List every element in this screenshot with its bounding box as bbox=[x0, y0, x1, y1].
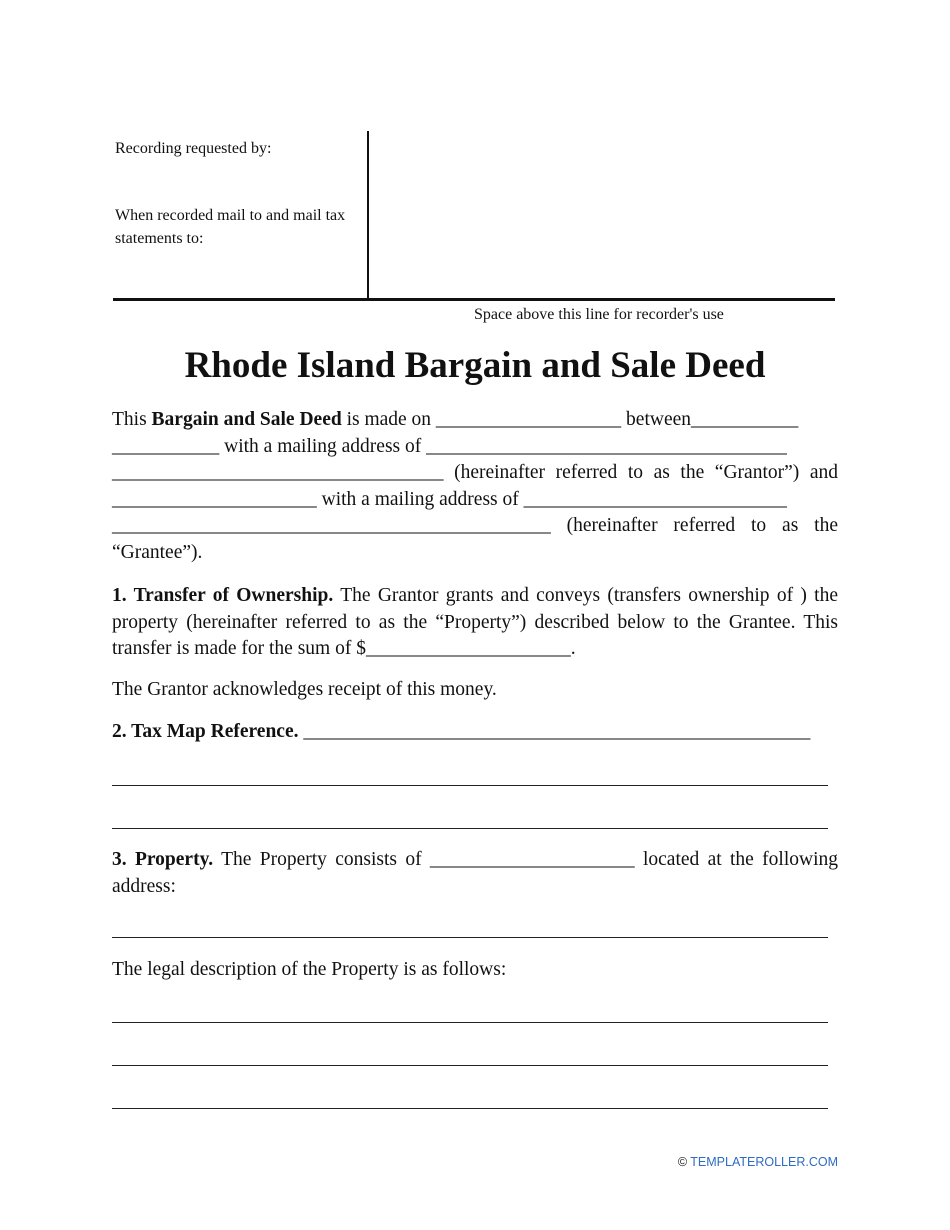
section-2-heading: 2. Tax Map Reference. bbox=[112, 721, 299, 742]
recorder-box-divider bbox=[367, 131, 369, 300]
acknowledgement-text: The Grantor acknowledges receipt of this money. bbox=[112, 679, 497, 700]
deed-name: Bargain and Sale Deed bbox=[151, 409, 342, 430]
intro-line-6: “Grantee”). bbox=[112, 541, 203, 563]
legal-description-label: The legal description of the Property is as follows: bbox=[112, 959, 507, 980]
legal-description-blank-line bbox=[112, 1065, 828, 1066]
section-transfer-of-ownership bbox=[112, 583, 838, 663]
brand-link[interactable]: TEMPLATEROLLER.COM bbox=[690, 1155, 838, 1169]
legal-description-blank-line bbox=[112, 1022, 828, 1023]
intro-line-2: ___________ with a mailing address of _____________________________________ bbox=[112, 435, 787, 457]
recorder-line bbox=[113, 298, 835, 301]
section-1-text: The Grantor grants and conveys (transfers ownership of ) the property (hereinafter referred to as the “Property”) described below to the Grantee. This transfer is made for the sum of $_____________________. bbox=[112, 585, 838, 659]
tax-map-blank-line bbox=[112, 828, 828, 829]
recorder-note: Space above this line for recorder's use bbox=[474, 306, 724, 323]
property-line-2: address: bbox=[112, 875, 176, 897]
section-3-heading: 3. Property. bbox=[112, 849, 214, 870]
tax-map-blank: ____________________________________________________ bbox=[298, 721, 811, 742]
document-title: Rhode Island Bargain and Sale Deed bbox=[184, 345, 766, 386]
intro-paragraph bbox=[112, 407, 838, 566]
mail-to-label: When recorded mail to and mail tax statements to: bbox=[115, 207, 346, 247]
copyright-symbol: © bbox=[677, 1155, 688, 1169]
legal-description-blank-line bbox=[112, 1108, 828, 1109]
intro-line-3: __________________________________ (hereinafter referred to as the “Grantor”) and bbox=[112, 462, 838, 483]
property-line-1: 3. Property. The Property consists of _____________________ located at the following bbox=[112, 849, 838, 870]
section-property bbox=[112, 847, 838, 900]
section-1-heading: 1. Transfer of Ownership. bbox=[112, 585, 334, 606]
recording-requested-label: Recording requested by: bbox=[115, 140, 272, 157]
intro-line-4: _____________________ with a mailing address of ___________________________ bbox=[112, 488, 787, 510]
address-blank-line bbox=[112, 937, 828, 938]
footer-branding bbox=[678, 1155, 838, 1169]
intro-line-1: This Bargain and Sale Deed is made on ___________________ between___________ bbox=[112, 409, 799, 430]
section-tax-map-reference bbox=[112, 719, 838, 746]
intro-line-5: _____________________________________________ (hereinafter referred to as the bbox=[112, 515, 838, 536]
tax-map-blank-line bbox=[112, 785, 828, 786]
